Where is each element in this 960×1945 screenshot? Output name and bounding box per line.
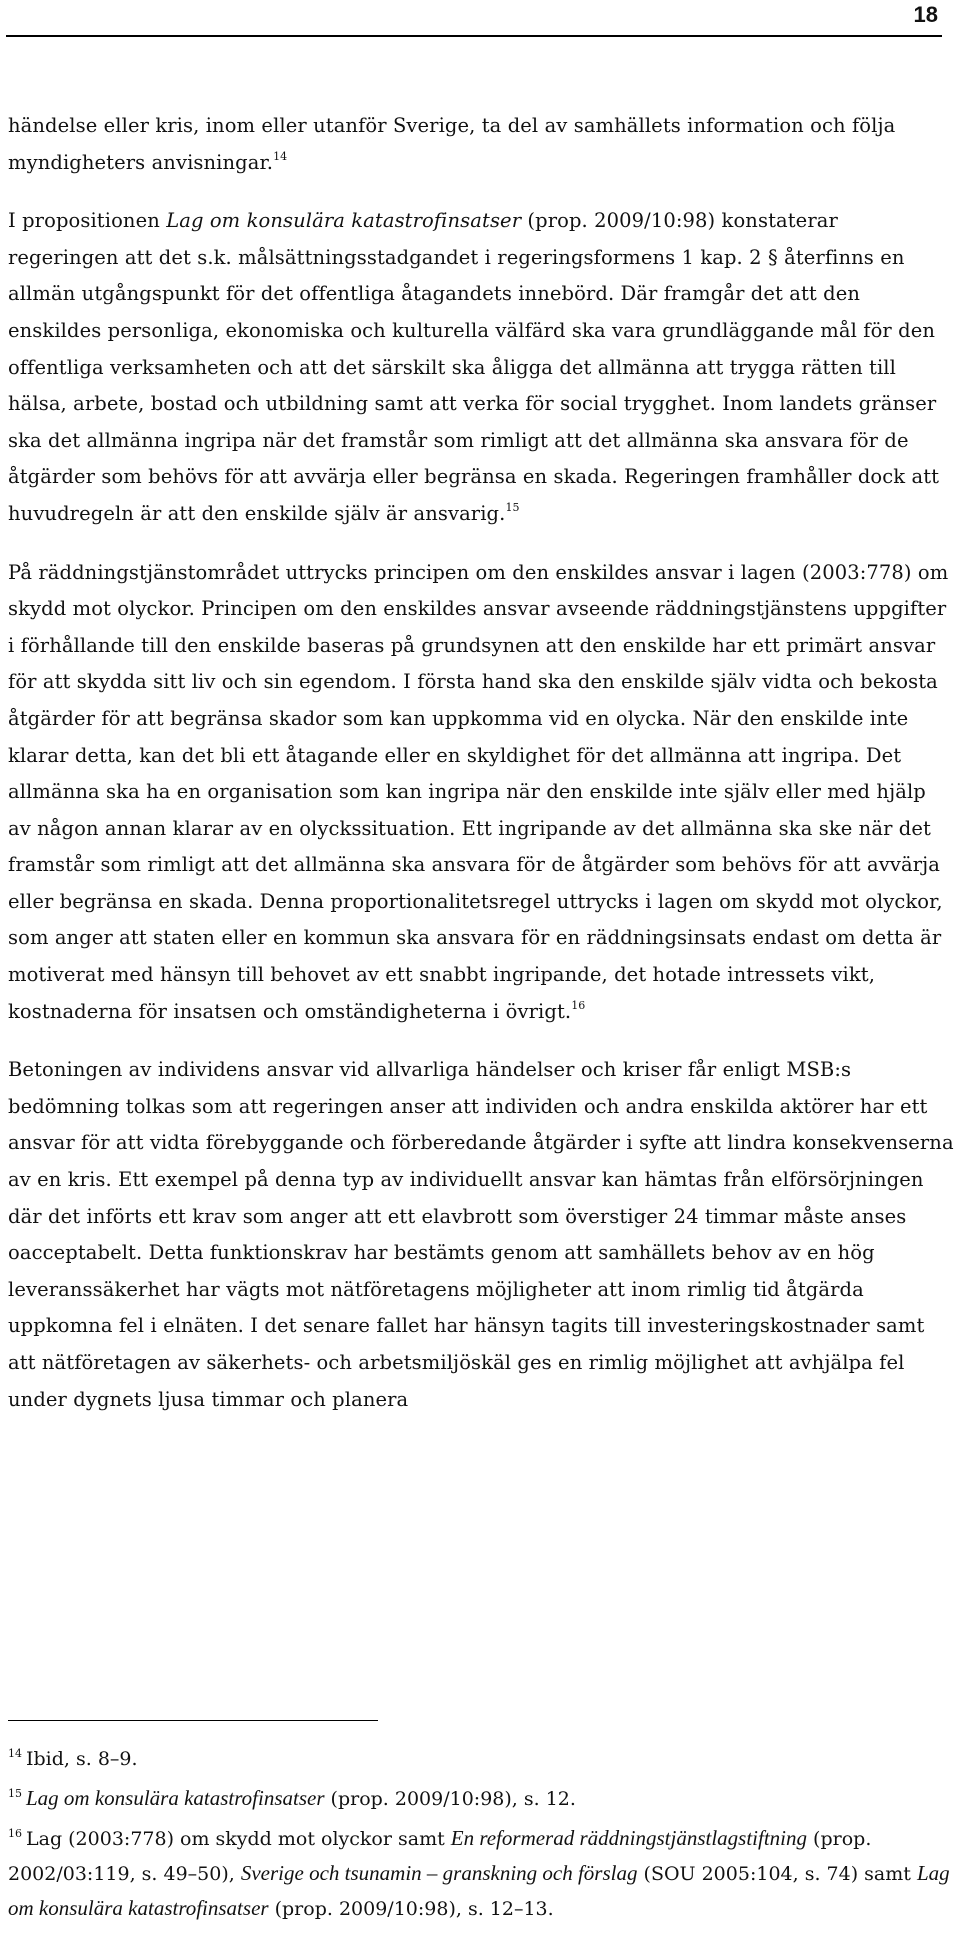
paragraph-1 — [8, 108, 954, 181]
footnote-ref-14[interactable]: 14 — [273, 149, 288, 163]
footnote-text: (prop. 2009/10:98), s. 12–13. — [268, 1898, 554, 1920]
footnote-ref-15[interactable]: 15 — [505, 500, 520, 514]
footnote-number: 15 — [8, 1787, 22, 1800]
footnote-text: Lag (2003:778) om skydd mot olyckor samt — [26, 1828, 451, 1850]
page-number: 18 — [913, 2, 938, 27]
footnote-15 — [8, 1781, 954, 1816]
paragraph-4 — [8, 1052, 954, 1418]
footnote-divider — [8, 1720, 378, 1721]
paragraph-2 — [8, 203, 954, 532]
footnote-number: 16 — [8, 1827, 22, 1840]
italic-title: Lag om konsulära katastrofinsatser — [166, 209, 522, 233]
paragraph-text: (prop. 2009/10:98) konstaterar regeringen att det s.k. målsättningsstadgandet i regeringsformens 1 kap. 2 § återfinns en allmän utgångspunkt för det offentliga åtagandets innebörd. Där framgår det att den enskildes personliga, ekonomiska och kulturella välfärd ska vara grundläggande mål för den offentliga verksamheten och att det särskilt ska åligga det allmänna att trygga rätten till hälsa, arbete, bostad och utbildning samt att verka för social trygghet. Inom landets gränser ska det allmänna ingripa när det framstår som rimligt att det allmänna ska ansvara för de åtgärder som behövs för att avvärja eller begränsa en skada. Regeringen framhåller dock att huvudregeln är att den enskilde själv är ansvarig. — [8, 209, 940, 525]
italic-title: Lag om konsulära katastrofinsatser — [26, 1786, 325, 1810]
paragraph-text: I propositionen — [8, 209, 167, 233]
footnote-text: (prop. 2002/03:119, s. 49–50), — [8, 1828, 872, 1885]
paragraph-text: Betoningen av individens ansvar vid allvarliga händelser och kriser får enligt MSB:s bedömning tolkas som att regeringen anser att individen och andra enskilda aktörer har ett ansvar för att vidta förebyggande och förberedande åtgärder i syfte att lindra konsekvenserna av en kris. Ett exempel på denna typ av individuellt ansvar kan hämtas från elförsörjningen där det införts ett krav som anger att ett elavbrott som överstiger 24 timmar måste anses oacceptabelt. Detta funktionskrav har bestämts genom att samhällets behov av en hög leveranssäkerhet har vägts mot nätföretagens möjligheter att inom rimlig tid åtgärda uppkomna fel i elnäten. I det senare fallet har hänsyn tagits till investeringskostnader samt att nätföretagen av säkerhets- och arbetsmiljöskäl ges en rimlig möjlighet att avhjälpa fel under dygnets ljusa timmar och planera — [8, 1058, 954, 1411]
footnote-text: (prop. 2009/10:98), s. 12. — [324, 1788, 576, 1810]
footnote-number: 14 — [8, 1747, 22, 1760]
paragraph-3 — [8, 555, 954, 1031]
footnote-text: (SOU 2005:104, s. 74) samt — [637, 1863, 917, 1885]
footnotes — [8, 1742, 954, 1931]
footnote-16 — [8, 1821, 954, 1926]
paragraph-text: händelse eller kris, inom eller utanför Sverige, ta del av samhällets information och följa myndigheters anvisningar. — [8, 114, 896, 174]
italic-title: Sverige och tsunamin – granskning och förslag — [240, 1861, 638, 1885]
footnote-14 — [8, 1742, 954, 1776]
footnote-ref-16[interactable]: 16 — [571, 998, 586, 1012]
italic-title: Lag om konsulära katastrofinsatser — [8, 1861, 950, 1920]
body-text — [8, 108, 954, 1440]
header-rule — [6, 35, 942, 37]
footnote-text: Ibid, s. 8–9. — [26, 1748, 138, 1770]
italic-title: En reformerad räddningstjänstlagstiftning — [450, 1826, 808, 1850]
paragraph-text: På räddningstjänstområdet uttrycks principen om den enskildes ansvar i lagen (2003:778) om skydd mot olyckor. Principen om den enskildes ansvar avseende räddningstjänstens uppgifter i förhållande till den enskilde baseras på grundsynen att den enskilde har ett primärt ansvar för att skydda sitt liv och sin egendom. I första hand ska den enskilde själv vidta och bekosta åtgärder för att begränsa skador som kan uppkomma vid en olycka. När den enskilde inte klarar detta, kan det bli ett åtagande eller en skyldighet för det allmänna att ingripa. Det allmänna ska ha en organisation som kan ingripa när den enskilde inte själv eller med hjälp av någon annan klarar av en olyckssituation. Ett ingripande av det allmänna ska ske när det framstår som rimligt att det allmänna ska ansvara för de åtgärder som behövs för att avvärja eller begränsa en skada. Denna proportionalitetsregel uttrycks i lagen om skydd mot olyckor, som anger att staten eller en kommun ska ansvara för en räddningsinsats endast om detta är motiverat med hänsyn till behovet av ett snabbt ingripande, det hotade intressets vikt, kostnaderna för insatsen och omständigheterna i övrigt. — [8, 560, 949, 1023]
